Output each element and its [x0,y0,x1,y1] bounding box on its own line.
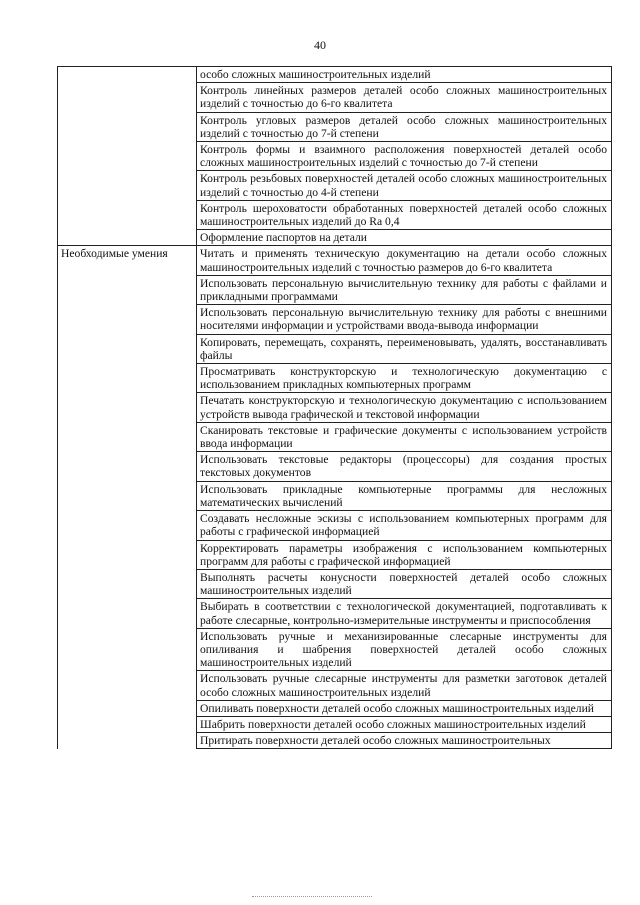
table-row [58,569,612,598]
requirement-item: Копировать, перемещать, сохранять, переименовывать, удалять, восстанавливать файлы [197,334,612,363]
table-row [58,671,612,700]
section-label-cell [58,569,197,598]
table-row [58,142,612,171]
table-row [58,364,612,393]
requirement-item: Создавать несложные эскизы с использованием компьютерных программ для работы с графической информацией [197,511,612,540]
section-label-cell [58,422,197,451]
requirement-item: Контроль шероховатости обработанных поверхностей деталей особо сложных машиностроительных изделий до Ra 0,4 [197,200,612,229]
section-label-cell [58,275,197,304]
requirement-item: Корректировать параметры изображения с использованием компьютерных программ для работы с графической информацией [197,540,612,569]
table-row [58,246,612,275]
section-label-cell [58,481,197,510]
requirement-item: Просматривать конструкторскую и технологическую документацию с использованием прикладных компьютерных программ [197,364,612,393]
requirement-item: Использовать персональную вычислительную технику для работы с внешними носителями информации и устройствами ввода-вывода информации [197,305,612,334]
section-label-cell [58,67,197,83]
requirement-item: особо сложных машиностроительных изделий [197,67,612,83]
section-label-cell [58,393,197,422]
requirement-item: Притирать поверхности деталей особо сложных машиностроительных [197,733,612,749]
section-label-cell: Необходимые умения [58,246,197,275]
section-label-cell [58,305,197,334]
table-row [58,540,612,569]
section-label-cell [58,540,197,569]
section-label-cell [58,230,197,246]
section-label-cell [58,733,197,749]
requirement-item: Контроль линейных размеров деталей особо сложных машиностроительных изделий с точностью до 6-го квалитета [197,83,612,112]
requirement-item: Контроль формы и взаимного расположения поверхностей деталей особо сложных машиностроительных изделий с точностью до 7-й степени [197,142,612,171]
section-label-cell [58,599,197,628]
table-row [58,422,612,451]
page-number: 40 [314,38,326,52]
requirement-item: Использовать ручные и механизированные слесарные инструменты для опиливания и шабрения поверхностей деталей особо сложных машиностроительных изделий [197,628,612,671]
table-row [58,511,612,540]
section-label-cell [58,171,197,200]
section-label-cell [58,142,197,171]
table-row [58,700,612,716]
table-row [58,716,612,732]
table-row [58,230,612,246]
table-row [58,275,612,304]
section-label-cell [58,700,197,716]
requirement-item: Выбирать в соответствии с технологической документацией, подготавливать к работе слесарные, контрольно-измерительные инструменты и приспособления [197,599,612,628]
requirement-item: Опиливать поверхности деталей особо сложных машиностроительных изделий [197,700,612,716]
table-row [58,83,612,112]
table-row [58,481,612,510]
requirement-item: Использовать ручные слесарные инструменты для разметки заготовок деталей особо сложных машиностроительных изделий [197,671,612,700]
requirement-item: Печатать конструкторскую и технологическую документацию с использованием устройств вывода графической и текстовой информации [197,393,612,422]
section-label-cell [58,364,197,393]
section-label-cell [58,112,197,141]
section-label-cell [58,511,197,540]
table-row [58,599,612,628]
requirements-table [57,66,612,749]
table-row [58,393,612,422]
requirement-item: Контроль угловых размеров деталей особо сложных машиностроительных изделий с точностью до 7-й степени [197,112,612,141]
requirement-item: Шабрить поверхности деталей особо сложных машиностроительных изделий [197,716,612,732]
section-label-cell [58,200,197,229]
section-label-cell [58,671,197,700]
table-row [58,334,612,363]
requirement-item: Контроль резьбовых поверхностей деталей особо сложных машиностроительных изделий с точностью до 4-й степени [197,171,612,200]
section-label-cell [58,83,197,112]
table-row [58,67,612,83]
table-row [58,452,612,481]
requirement-item: Использовать персональную вычислительную технику для работы с файлами и прикладными программами [197,275,612,304]
requirement-item: Читать и применять техническую документацию на детали особо сложных машиностроительных изделий с точностью размеров до 6-го квалитета [197,246,612,275]
table-row [58,171,612,200]
requirement-item: Оформление паспортов на детали [197,230,612,246]
requirement-item: Использовать текстовые редакторы (процессоры) для создания простых текстовых документов [197,452,612,481]
section-label-cell [58,716,197,732]
page-bottom-divider [252,896,372,897]
requirement-item: Выполнять расчеты конусности поверхностей деталей особо сложных машиностроительных изделий [197,569,612,598]
table-row [58,305,612,334]
section-label-cell [58,628,197,671]
section-label-cell [58,452,197,481]
table-row [58,112,612,141]
table-row [58,200,612,229]
requirement-item: Сканировать текстовые и графические документы с использованием устройств ввода информации [197,422,612,451]
table-row [58,628,612,671]
table-row [58,733,612,749]
requirement-item: Использовать прикладные компьютерные программы для несложных математических вычислений [197,481,612,510]
section-label-cell [58,334,197,363]
